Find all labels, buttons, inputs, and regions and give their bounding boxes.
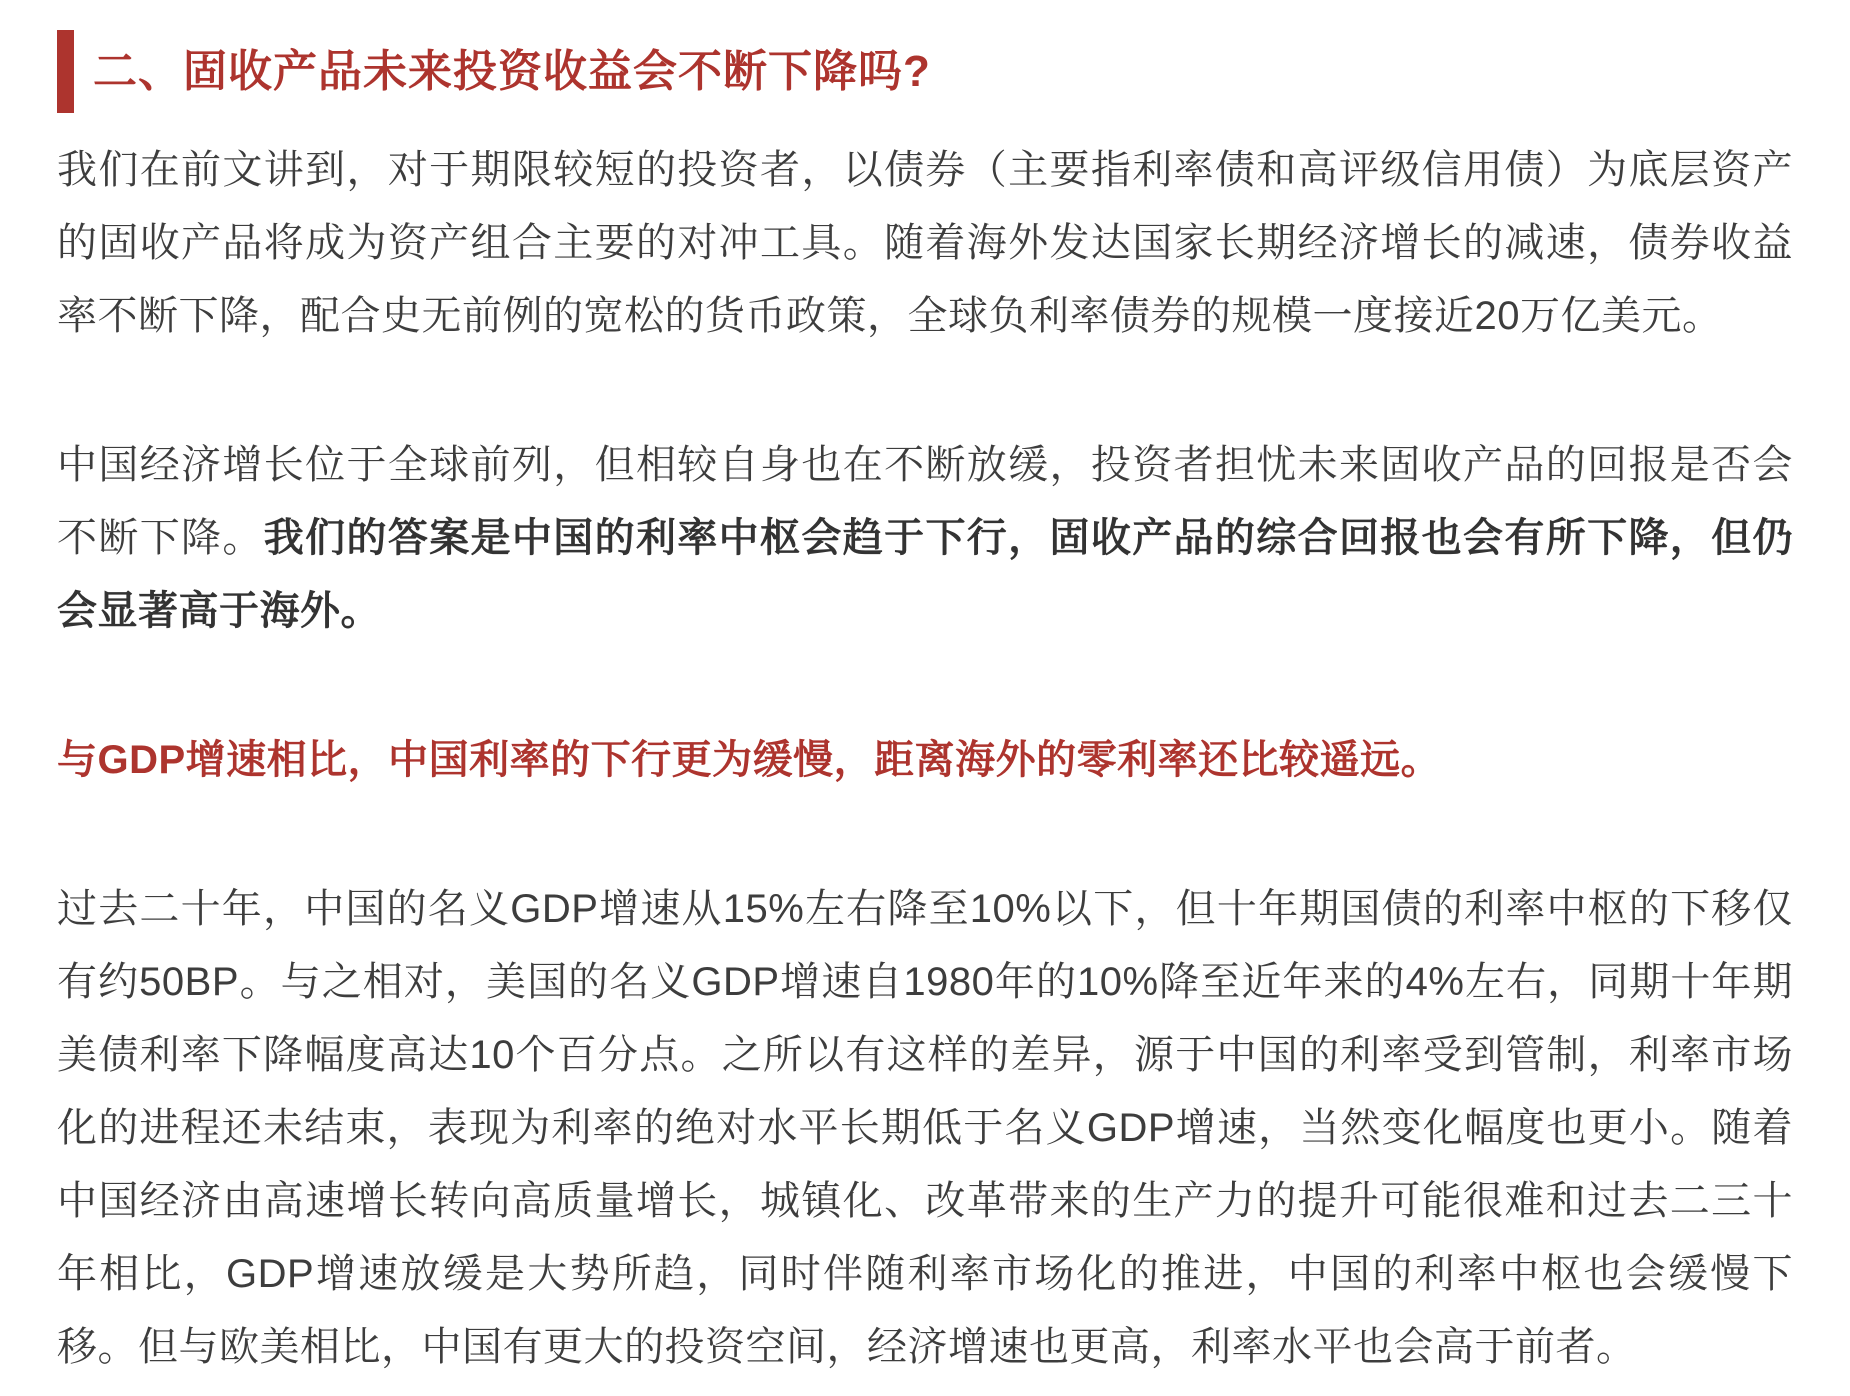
heading-accent-bar	[57, 30, 74, 113]
paragraph-gdp-comparison-text: 过去二十年，中国的名义GDP增速从15%左右降至10%以下，但十年期国债的利率中枢的下移仅有约50BP。与之相对，美国的名义GDP增速自1980年的10%降至近年来的4%左右，同期十年期美债利率下降幅度高达10个百分点。之所以有这样的差异，源于中国的利率受到管制，利率市场化的进程还未结束，表现为利率的绝对水平长期低于名义GDP增速，当然变化幅度也更小。随着中国经济由高速增长转向高质量增长，城镇化、改革带来的生产力的提升可能很难和过去二三十年相比，GDP增速放缓是大势所趋，同时伴随利率市场化的推进，中国的利率中枢也会缓慢下移。但与欧美相比，中国有更大的投资空间，经济增速也更高，利率水平也会高于前者。	[57, 887, 1793, 1369]
section-heading	[57, 30, 1793, 113]
paragraph-intro-text: 我们在前文讲到，对于期限较短的投资者，以债券（主要指利率债和高评级信用债）为底层资产的固收产品将成为资产组合主要的对冲工具。随着海外发达国家长期经济增长的减速，债券收益率不断下降，配合史无前例的宽松的货币政策，全球负利率债券的规模一度接近20万亿美元。	[57, 148, 1793, 338]
section-title: 二、固收产品未来投资收益会不断下降吗?	[93, 47, 931, 96]
paragraph-china-growth-emphasis: 我们的答案是中国的利率中枢会趋于下行，固收产品的综合回报也会有所下降，但仍会显著高于海外。	[57, 516, 1794, 633]
paragraph-highlight-red: 与GDP增速相比，中国利率的下行更为缓慢，距离海外的零利率还比较遥远。	[57, 738, 1442, 782]
paragraph-china-growth-text: 中国经济增长位于全球前列，但相较自身也在不断放缓，投资者担忧未来固收产品的回报是否会不断下降。	[57, 443, 1793, 560]
paragraph-china-growth	[57, 429, 1793, 648]
paragraph-gdp-comparison	[57, 873, 1793, 1384]
paragraph-intro	[57, 134, 1793, 353]
